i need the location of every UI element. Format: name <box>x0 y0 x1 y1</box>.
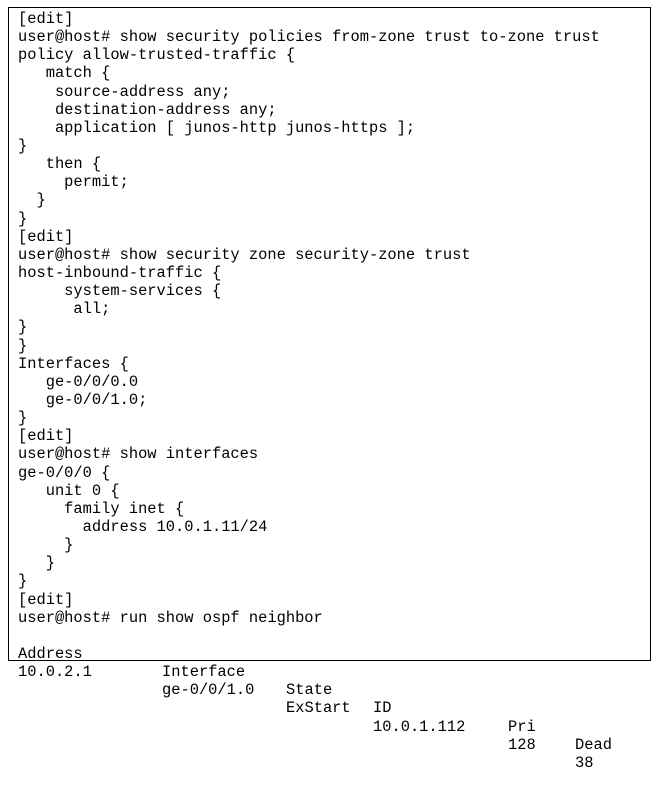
terminal-line: user@host# show interfaces <box>18 445 259 464</box>
terminal-line: } <box>18 318 28 337</box>
terminal-line: } <box>18 409 28 428</box>
terminal-line: } <box>18 136 28 155</box>
terminal-line: [edit] <box>18 427 74 446</box>
terminal-line: destination-address any; <box>18 100 277 119</box>
ospf-cell-state: ExStart <box>286 699 351 718</box>
terminal-line: policy allow-trusted-traffic { <box>18 46 296 65</box>
ospf-header-state: State <box>286 681 333 700</box>
terminal-line: [edit] <box>18 10 74 28</box>
terminal-line: } <box>18 536 74 555</box>
terminal-line: ge-0/0/1.0; <box>18 390 148 409</box>
terminal-output <box>8 7 651 772</box>
terminal-line: family inet { <box>18 499 185 518</box>
terminal-line: } <box>18 554 55 573</box>
ospf-header-id: ID <box>373 699 392 718</box>
terminal-line: user@host# run show ospf neighbor <box>18 608 323 627</box>
ospf-header-interface: Interface <box>162 663 246 682</box>
terminal-line: application [ junos-http junos-https ]; <box>18 118 416 137</box>
ospf-cell-interface: ge-0/0/1.0 <box>162 681 255 700</box>
terminal-line: address 10.0.1.11/24 <box>18 517 268 536</box>
terminal-line: ge-0/0/0 { <box>18 463 111 482</box>
terminal-line: all; <box>18 300 111 319</box>
terminal-line: [edit] <box>18 227 74 246</box>
ospf-cell-dead: 38 <box>575 753 594 772</box>
terminal-line: Interfaces { <box>18 354 129 373</box>
terminal-line: then { <box>18 155 102 174</box>
ospf-cell-address: 10.0.2.1 <box>18 663 92 682</box>
terminal-line: } <box>18 191 46 210</box>
terminal-line: } <box>18 336 28 355</box>
terminal-line: unit 0 { <box>18 481 120 500</box>
terminal-line: system-services { <box>18 282 222 301</box>
terminal-line: [edit] <box>18 590 74 609</box>
ospf-header-pri: Pri <box>508 717 536 736</box>
terminal-line: user@host# show security policies from-zone trust to-zone trust <box>18 28 600 47</box>
terminal-line: } <box>18 209 28 228</box>
terminal-line: host-inbound-traffic { <box>18 263 222 282</box>
terminal-line: ge-0/0/0.0 <box>18 372 139 391</box>
terminal-line: source-address any; <box>18 82 231 101</box>
ospf-cell-pri: 128 <box>508 735 536 754</box>
terminal-line: } <box>18 572 28 591</box>
terminal-line: permit; <box>18 173 129 192</box>
terminal-line: user@host# show security zone security-zone trust <box>18 245 471 264</box>
ospf-header-dead: Dead <box>575 735 612 754</box>
ospf-cell-id: 10.0.1.112 <box>373 717 466 736</box>
ospf-header-address: Address <box>18 644 83 663</box>
terminal-line: match { <box>18 64 111 83</box>
